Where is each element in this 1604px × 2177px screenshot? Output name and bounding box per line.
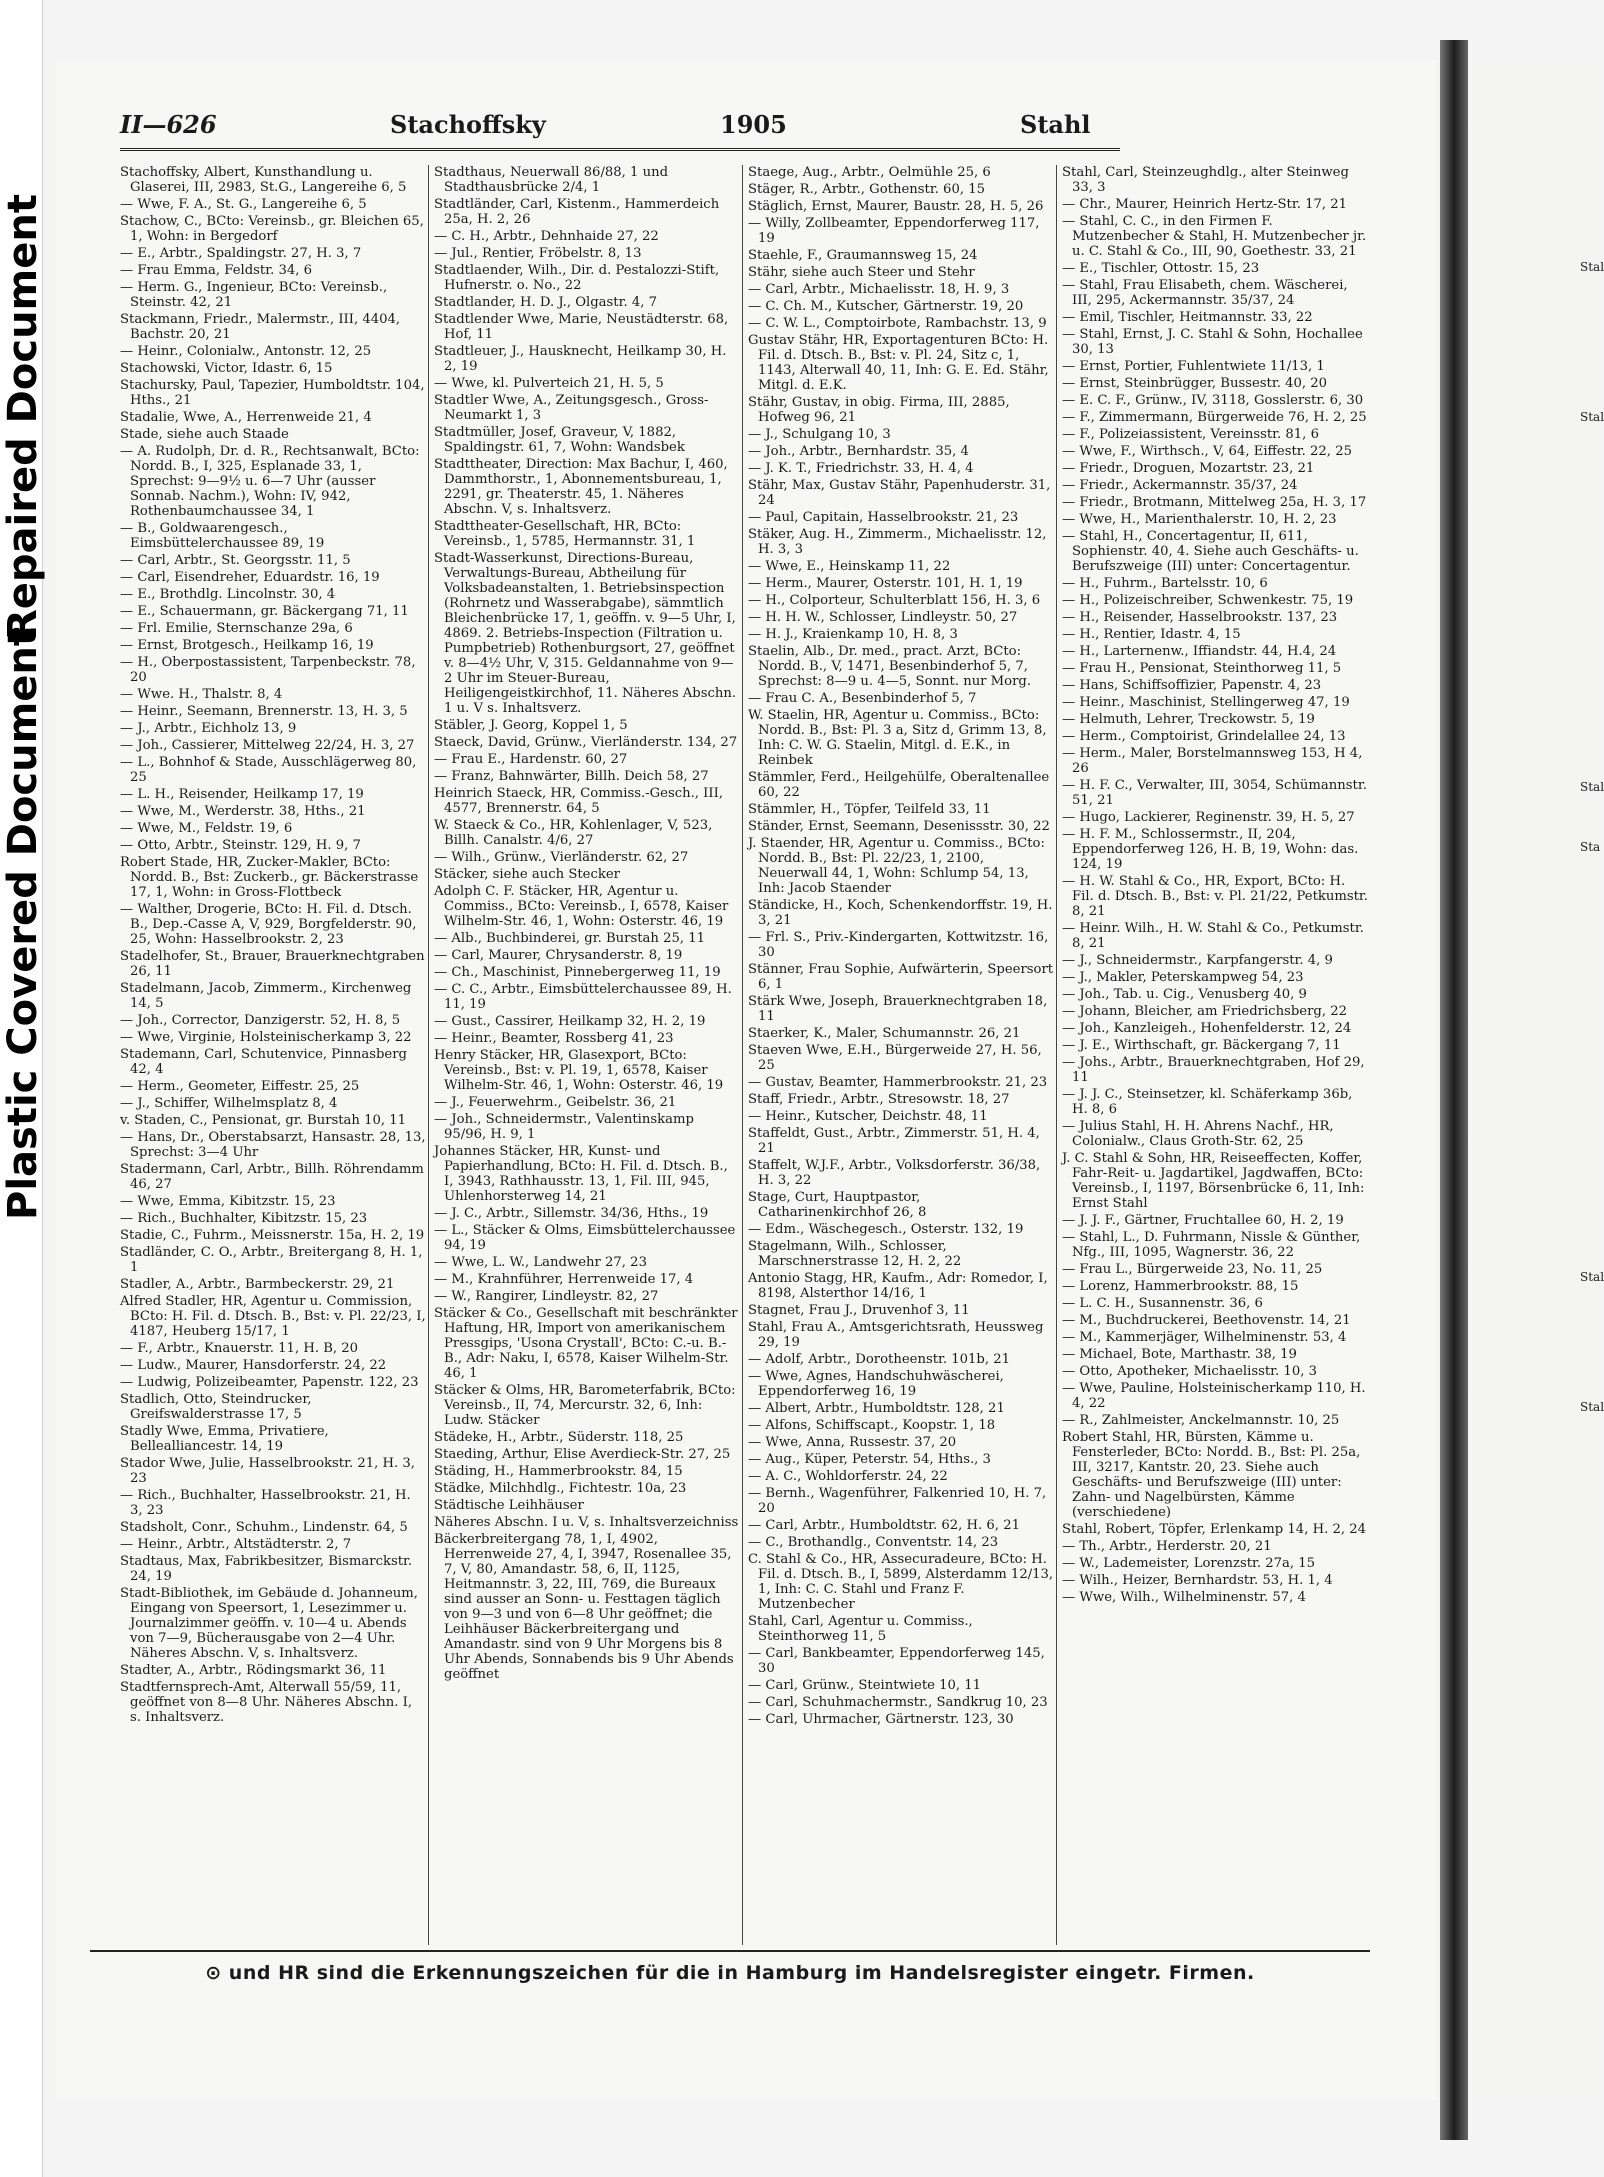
directory-entry: Stadtländer, Carl, Kistenm., Hammerdeich 25a, H. 2, 26 xyxy=(434,197,720,227)
directory-entry: — Stahl, L., D. Fuhrmann, Nissle & Günther, Nfg., III, 1095, Wagnerstr. 36, 22 xyxy=(1062,1230,1361,1260)
directory-entry: — Joh., Kanzleigeh., Hohenfelderstr. 12, 24 xyxy=(1062,1021,1352,1036)
directory-entry: W. Staeck & Co., HR, Kohlenlager, V, 523, Billh. Canalstr. 4/6, 27 xyxy=(434,818,713,848)
directory-entry: — A. C., Wohldorferstr. 24, 22 xyxy=(748,1469,948,1484)
directory-entry: — Herm., Maurer, Osterstr. 101, H. 1, 19 xyxy=(748,576,1023,591)
directory-entry: — Aug., Küper, Peterstr. 54, Hths., 3 xyxy=(748,1452,991,1467)
column-divider xyxy=(428,165,429,1945)
directory-entry: Staege, Aug., Arbtr., Oelmühle 25, 6 xyxy=(748,165,991,180)
directory-entry: — Wwe, Wilh., Wilhelminenstr. 57, 4 xyxy=(1062,1590,1306,1605)
directory-entry: — Joh., Corrector, Danzigerstr. 52, H. 8, 5 xyxy=(120,1013,401,1028)
directory-entry: — Wilh., Heizer, Bernhardstr. 53, H. 1, 4 xyxy=(1062,1573,1333,1588)
directory-entry: Stadly Wwe, Emma, Privatiere, Bellealliancestr. 14, 19 xyxy=(120,1424,329,1454)
directory-entry: — Chr., Maurer, Heinrich Hertz-Str. 17, 21 xyxy=(1062,197,1348,212)
directory-entry: Stadler, A., Arbtr., Barmbeckerstr. 29, 21 xyxy=(120,1277,395,1292)
directory-entry: Antonio Stagg, HR, Kaufm., Adr: Romedor, I, 8198, Alsterthor 14/16, 1 xyxy=(748,1271,1048,1301)
directory-entry: — Wwe, F., Wirthsch., V, 64, Eiffestr. 22, 25 xyxy=(1062,444,1352,459)
directory-entry: Stämmler, H., Töpfer, Teilfeld 33, 11 xyxy=(748,802,991,817)
directory-entry: — Th., Arbtr., Herderstr. 20, 21 xyxy=(1062,1539,1272,1554)
directory-column-4 xyxy=(1062,165,1370,1945)
directory-entry: — Herm., Maler, Borstelmannsweg 153, H 4, 26 xyxy=(1062,746,1363,776)
directory-entry: Ständer, Ernst, Seemann, Desenissstr. 30, 22 xyxy=(748,819,1050,834)
neighbor-fragment: Sta xyxy=(1580,840,1601,854)
header-last-entry: Stahl xyxy=(1020,110,1091,139)
neighbor-fragment: Stal xyxy=(1580,780,1604,794)
directory-entry: Stadelhofer, St., Brauer, Brauerknechtgraben 26, 11 xyxy=(120,949,425,979)
directory-entry: Stäglich, Ernst, Maurer, Baustr. 28, H. 5, 26 xyxy=(748,199,1044,214)
directory-entry: — E. C. F., Grünw., IV, 3118, Gosslerstr. 6, 30 xyxy=(1062,393,1364,408)
directory-entry: — Bernh., Wagenführer, Falkenried 10, H. 7, 20 xyxy=(748,1486,1047,1516)
directory-entry: — Lorenz, Hammerbrookstr. 88, 15 xyxy=(1062,1279,1299,1294)
header-first-entry: Stachoffsky xyxy=(390,110,546,139)
directory-entry: — Wwe, Virginie, Holsteinischerkamp 3, 22 xyxy=(120,1030,412,1045)
directory-entry: — J., Schulgang 10, 3 xyxy=(748,427,891,442)
directory-entry: — F., Polizeiassistent, Vereinsstr. 81, 6 xyxy=(1062,427,1319,442)
directory-entry: — Wwe, H., Marienthalerstr. 10, H. 2, 23 xyxy=(1062,512,1337,527)
directory-entry: — Franz, Bahnwärter, Billh. Deich 58, 27 xyxy=(434,769,709,784)
directory-entry: — J. J. C., Steinsetzer, kl. Schäferkamp 36b, H. 8, 6 xyxy=(1062,1087,1353,1117)
directory-entry: Stachoffsky, Albert, Kunsthandlung u. Glaserei, III, 2983, St.G., Langereihe 6, 5 xyxy=(120,165,407,195)
directory-entry: Staeding, Arthur, Elise Averdieck-Str. 27, 25 xyxy=(434,1447,731,1462)
directory-entry: Näheres Abschn. I u. V, s. Inhaltsverzeichniss xyxy=(434,1515,739,1530)
directory-entry: — Wwe, Pauline, Holsteinischerkamp 110, H. 4, 22 xyxy=(1062,1381,1366,1411)
directory-entry: — E., Arbtr., Spaldingstr. 27, H. 3, 7 xyxy=(120,246,362,261)
directory-entry: Stadländer, C. O., Arbtr., Breitergang 8, H. 1, 1 xyxy=(120,1245,423,1275)
page-header xyxy=(120,110,1120,150)
directory-entry: Stahl, Carl, Agentur u. Commiss., Steinthorweg 11, 5 xyxy=(748,1614,973,1644)
directory-entry: — Wwe, Anna, Russestr. 37, 20 xyxy=(748,1435,957,1450)
directory-entry: — J. E., Wirthschaft, gr. Bäckergang 7, 11 xyxy=(1062,1038,1341,1053)
directory-entry: — L., Bohnhof & Stade, Ausschlägerweg 80, 25 xyxy=(120,755,417,785)
directory-entry: — Frau E., Hardenstr. 60, 27 xyxy=(434,752,628,767)
directory-entry: — Gust., Cassirer, Heilkamp 32, H. 2, 19 xyxy=(434,1014,706,1029)
directory-entry: W. Staelin, HR, Agentur u. Commiss., BCto: Nordd. B., Bst: Pl. 3 a, Sitz d, Grimm 13, 8, Inh: C. W. G. Staelin, Mitgl. d. E.K., in Reinbek xyxy=(748,708,1047,768)
directory-entry: — L. H., Reisender, Heilkamp 17, 19 xyxy=(120,787,364,802)
directory-entry: — Albert, Arbtr., Humboldtstr. 128, 21 xyxy=(748,1401,1005,1416)
directory-entry: — Wwe, L. W., Landwehr 27, 23 xyxy=(434,1255,647,1270)
directory-entry: Stadttheater-Gesellschaft, HR, BCto: Vereinsb., 1, 5785, Hermannstr. 31, 1 xyxy=(434,519,696,549)
directory-entry: Stäker, Aug. H., Zimmerm., Michaelisstr. 12, H. 3, 3 xyxy=(748,527,1047,557)
directory-entry: — Friedr., Droguen, Mozartstr. 23, 21 xyxy=(1062,461,1315,476)
directory-entry: — Frau C. A., Besenbinderhof 5, 7 xyxy=(748,691,977,706)
header-year: 1905 xyxy=(720,110,787,139)
directory-entry: — Joh., Tab. u. Cig., Venusberg 40, 9 xyxy=(1062,987,1307,1002)
directory-entry: — Ch., Maschinist, Pinnebergerweg 11, 19 xyxy=(434,965,721,980)
directory-entry: — J. K. T., Friedrichstr. 33, H. 4, 4 xyxy=(748,461,974,476)
directory-entry: — H. W. Stahl & Co., HR, Export, BCto: H. Fil. d. Dtsch. B., Bst: v. Pl. 21/22, Petkumstr. 8, 21 xyxy=(1062,874,1368,919)
directory-entry: Staff, Friedr., Arbtr., Stresowstr. 18, 27 xyxy=(748,1092,1010,1107)
directory-entry: — Ernst, Portier, Fuhlentwiete 11/13, 1 xyxy=(1062,359,1325,374)
directory-entry: — Joh., Cassierer, Mittelweg 22/24, H. 3, 27 xyxy=(120,738,415,753)
directory-entry: Stadtaus, Max, Fabrikbesitzer, Bismarckstr. 24, 19 xyxy=(120,1554,413,1584)
directory-entry: Stäcker & Co., Gesellschaft mit beschränkter Haftung, HR, Import von amerikanischem Pressgips, 'Usona Crystall', BCto: C.-u. B.-B., Adr: Naku, I, 6578, Kaiser Wilhelm-Str. 46, 1 xyxy=(434,1306,738,1381)
directory-entry: — Carl, Arbtr., Michaelisstr. 18, H. 9, 3 xyxy=(748,282,1010,297)
directory-entry: Stänner, Frau Sophie, Aufwärterin, Speersort 6, 1 xyxy=(748,962,1054,992)
book-spine xyxy=(1440,40,1468,2140)
directory-entry: — Joh., Schneidermstr., Valentinskamp 95/96, H. 9, 1 xyxy=(434,1112,694,1142)
directory-entry: Stachowski, Victor, Idastr. 6, 15 xyxy=(120,361,333,376)
directory-entry: Staerker, K., Maler, Schumannstr. 26, 21 xyxy=(748,1026,1021,1041)
directory-entry: — Rich., Buchhalter, Kibitzstr. 15, 23 xyxy=(120,1211,368,1226)
directory-entry: Gustav Stähr, HR, Exportagenturen BCto: H. Fil. d. Dtsch. B., Bst: v. Pl. 24, Sitz c, 1, 1143, Alterwall 40, 11, Inh: G. E. Ed. Stähr, Mitgl. d. E.K. xyxy=(748,333,1049,393)
directory-entry: Stahl, Robert, Töpfer, Erlenkamp 14, H. 2, 24 xyxy=(1062,1522,1367,1537)
directory-entry: Stadlich, Otto, Steindrucker, Greifswalderstrasse 17, 5 xyxy=(120,1392,312,1422)
directory-entry: — J., Makler, Peterskampweg 54, 23 xyxy=(1062,970,1304,985)
page-number: II—626 xyxy=(120,110,217,139)
directory-entry: Stachow, C., BCto: Vereinsb., gr. Bleichen 65, 1, Wohn: in Bergedorf xyxy=(120,214,424,244)
directory-entry: — Frau H., Pensionat, Steinthorweg 11, 5 xyxy=(1062,661,1342,676)
directory-entry: — J., Arbtr., Eichholz 13, 9 xyxy=(120,721,297,736)
directory-entry: — Adolf, Arbtr., Dorotheenstr. 101b, 21 xyxy=(748,1352,1011,1367)
directory-entry: — Carl, Maurer, Chrysanderstr. 8, 19 xyxy=(434,948,683,963)
directory-entry: — Otto, Apotheker, Michaelisstr. 10, 3 xyxy=(1062,1364,1317,1379)
directory-entry: — Paul, Capitain, Hasselbrookstr. 21, 23 xyxy=(748,510,1019,525)
directory-entry: Stadermann, Carl, Arbtr., Billh. Röhrendamm 46, 27 xyxy=(120,1162,424,1192)
directory-entry: — Ludwig, Polizeibeamter, Papenstr. 122, 23 xyxy=(120,1375,419,1390)
directory-column-3 xyxy=(748,165,1054,1945)
directory-entry: — Stahl, Frau Elisabeth, chem. Wäscherei, III, 295, Ackermannstr. 35/37, 24 xyxy=(1062,278,1348,308)
directory-entry: — Walther, Drogerie, BCto: H. Fil. d. Dtsch. B., Dep.-Casse A, V, 929, Borgfelderstr. 90, 25, Wohn: Hasselbrookstr. 2, 23 xyxy=(120,902,417,947)
directory-entry: — Heinr., Arbtr., Altstädterstr. 2, 7 xyxy=(120,1537,352,1552)
directory-entry: — Carl, Schuhmachermstr., Sandkrug 10, 23 xyxy=(748,1695,1048,1710)
directory-entry: Stadelmann, Jacob, Zimmerm., Kirchenweg 14, 5 xyxy=(120,981,412,1011)
directory-entry: — H., Reisender, Hasselbrookstr. 137, 23 xyxy=(1062,610,1338,625)
directory-entry: — H., Rentier, Idastr. 4, 15 xyxy=(1062,627,1241,642)
directory-entry: — M., Kammerjäger, Wilhelminenstr. 53, 4 xyxy=(1062,1330,1347,1345)
directory-entry: Stahl, Carl, Steinzeughdlg., alter Steinweg 33, 3 xyxy=(1062,165,1349,195)
directory-entry: Stademann, Carl, Schutenvice, Pinnasberg 42, 4 xyxy=(120,1047,407,1077)
directory-entry: Stadalie, Wwe, A., Herrenweide 21, 4 xyxy=(120,410,372,425)
directory-entry: — E., Tischler, Ottostr. 15, 23 xyxy=(1062,261,1260,276)
directory-entry: — Carl, Uhrmacher, Gärtnerstr. 123, 30 xyxy=(748,1712,1014,1727)
directory-entry: — Stahl, Ernst, J. C. Stahl & Sohn, Hochallee 30, 13 xyxy=(1062,327,1363,357)
binding-strip xyxy=(0,0,46,2177)
directory-entry: — B., Goldwaarengesch., Eimsbüttelerchaussee 89, 19 xyxy=(120,521,325,551)
directory-entry: — Wwe, E., Heinskamp 11, 22 xyxy=(748,559,951,574)
directory-entry: Stador Wwe, Julie, Hasselbrookstr. 21, H. 3, 23 xyxy=(120,1456,415,1486)
directory-entry: Ständicke, H., Koch, Schenkendorffstr. 19, H. 3, 21 xyxy=(748,898,1053,928)
repaired-document-label: Repaired Document xyxy=(0,194,46,640)
directory-entry: J. Staender, HR, Agentur u. Commiss., BCto: Nordd. B., Bst: Pl. 22/23, 1, 2100, Neuerwall 44, 1, Wohn: Schlump 54, 13, Inh: Jacob Staender xyxy=(748,836,1045,896)
directory-entry: — J. C., Arbtr., Sillemstr. 34/36, Hths., 19 xyxy=(434,1206,709,1221)
plastic-covered-label: Plastic Covered Document xyxy=(0,626,46,1220)
directory-entry: Stadtmüller, Josef, Graveur, V, 1882, Spaldingstr. 61, 7, Wohn: Wandsbek xyxy=(434,425,685,455)
directory-entry: Stäbler, J. Georg, Koppel 1, 5 xyxy=(434,718,628,733)
directory-entry: Robert Stahl, HR, Bürsten, Kämme u. Fensterleder, BCto: Nordd. B., Bst: Pl. 25a, III, 3217, Kantstr. 20, 23. Siehe auch Geschäfts- und Berufszweige (III) unter: Zahn- und Nagelbürsten, Kämme (verschiedene) xyxy=(1062,1430,1361,1520)
directory-entry: — Johs., Arbtr., Brauerknechtgraben, Hof 29, 11 xyxy=(1062,1055,1365,1085)
directory-entry: — Heinr. Wilh., H. W. Stahl & Co., Petkumstr. 8, 21 xyxy=(1062,921,1364,951)
directory-entry: Staehle, F., Graumannsweg 15, 24 xyxy=(748,248,978,263)
directory-entry: Alfred Stadler, HR, Agentur u. Commission, BCto: H. Fil. d. Dtsch. B., Bst: v. Pl. 22/23, I, 4187, Heuberg 15/17, 1 xyxy=(120,1294,426,1339)
directory-entry: — F., Zimmermann, Bürgerweide 76, H. 2, 25 xyxy=(1062,410,1367,425)
directory-entry: — Wilh., Grünw., Vierländerstr. 62, 27 xyxy=(434,850,689,865)
directory-entry: — J., Schiffer, Wilhelmsplatz 8, 4 xyxy=(120,1096,338,1111)
directory-entry: — F., Arbtr., Knauerstr. 11, H. B, 20 xyxy=(120,1341,359,1356)
directory-entry: — Alfons, Schiffscapt., Koopstr. 1, 18 xyxy=(748,1418,996,1433)
directory-entry: — J. J. F., Gärtner, Fruchtallee 60, H. 2, 19 xyxy=(1062,1213,1344,1228)
directory-entry: Stadtfernsprech-Amt, Alterwall 55/59, 11, geöffnet von 8—8 Uhr. Näheres Abschn. I, s. Inhaltsverz. xyxy=(120,1680,413,1725)
directory-entry: Staelin, Alb., Dr. med., pract. Arzt, BCto: Nordd. B., V, 1471, Besenbinderhof 5, 7, Sprechst: 8—9 u. 4—5, Sonnt. nur Morg. xyxy=(748,644,1032,689)
directory-entry: Robert Stade, HR, Zucker-Makler, BCto: Nordd. B., Bst: Zuckerb., gr. Bäckerstrasse 17, 1, Wohn: in Gross-Flottbeck xyxy=(120,855,419,900)
directory-entry: Stackmann, Friedr., Malermstr., III, 4404, Bachstr. 20, 21 xyxy=(120,312,401,342)
directory-entry: — Heinr., Beamter, Rossberg 41, 23 xyxy=(434,1031,674,1046)
directory-entry: — Heinr., Seemann, Brennerstr. 13, H. 3, 5 xyxy=(120,704,408,719)
directory-entry: — Wwe, M., Feldstr. 19, 6 xyxy=(120,821,293,836)
directory-entry: — H., Larternenw., Iffiandstr. 44, H.4, 24 xyxy=(1062,644,1337,659)
directory-entry: — Wwe, kl. Pulverteich 21, H. 5, 5 xyxy=(434,376,664,391)
directory-entry: — Herm. G., Ingenieur, BCto: Vereinsb., Steinstr. 42, 21 xyxy=(120,280,388,310)
directory-entry: Stadtlander, H. D. J., Olgastr. 4, 7 xyxy=(434,295,658,310)
directory-entry: Stagnet, Frau J., Druvenhof 3, 11 xyxy=(748,1303,970,1318)
directory-entry: Städke, Milchhdlg., Fichtestr. 10a, 23 xyxy=(434,1481,687,1496)
directory-entry: — Michael, Bote, Marthastr. 38, 19 xyxy=(1062,1347,1297,1362)
directory-entry: Stähr, siehe auch Steer und Stehr xyxy=(748,265,975,280)
directory-entry: Stage, Curt, Hauptpastor, Catharinenkirchhof 26, 8 xyxy=(748,1190,927,1220)
directory-entry: — Wwe, Emma, Kibitzstr. 15, 23 xyxy=(120,1194,336,1209)
adjacent-page-fragment xyxy=(1470,60,1604,2100)
directory-entry: — Frau L., Bürgerweide 23, No. 11, 25 xyxy=(1062,1262,1323,1277)
directory-entry: Stadt-Bibliothek, im Gebäude d. Johanneum, Eingang von Speersort, 1, Lesezimmer u. Journalzimmer geöffn. v. 10—4 u. Abends von 7—9, Bücherausgabe von 2—4 Uhr. Näheres Abschn. V, s. Inhaltsverz. xyxy=(120,1586,418,1661)
directory-entry: — E., Brothdlg. Lincolnstr. 30, 4 xyxy=(120,587,336,602)
directory-entry: Stäcker & Olms, HR, Barometerfabrik, BCto: Vereinsb., II, 74, Mercurstr. 32, 6, Inh: Ludw. Stäcker xyxy=(434,1383,736,1428)
directory-entry: Stähr, Gustav, in obig. Firma, III, 2885, Hofweg 96, 21 xyxy=(748,395,1010,425)
directory-entry: — Frl. Emilie, Sternschanze 29a, 6 xyxy=(120,621,353,636)
directory-entry: Stadtlender Wwe, Marie, Neustädterstr. 68, Hof, 11 xyxy=(434,312,729,342)
directory-entry: — Hugo, Lackierer, Reginenstr. 39, H. 5, 27 xyxy=(1062,810,1355,825)
directory-entry: — Wwe, F. A., St. G., Langereihe 6, 5 xyxy=(120,197,367,212)
directory-entry: — C. W. L., Comptoirbote, Rambachstr. 13, 9 xyxy=(748,316,1047,331)
directory-entry: Stäger, R., Arbtr., Gothenstr. 60, 15 xyxy=(748,182,985,197)
directory-entry: — Ernst, Steinbrügger, Bussestr. 40, 20 xyxy=(1062,376,1328,391)
directory-entry: — Joh., Arbtr., Bernhardstr. 35, 4 xyxy=(748,444,969,459)
directory-entry: Stähr, Max, Gustav Stähr, Papenhuderstr. 31, 24 xyxy=(748,478,1051,508)
directory-entry: — H., Oberpostassistent, Tarpenbeckstr. 78, 20 xyxy=(120,655,416,685)
directory-entry: Stämmler, Ferd., Heilgehülfe, Oberaltenallee 60, 22 xyxy=(748,770,1050,800)
directory-entry: Henry Stäcker, HR, Glasexport, BCto: Vereinsb., Bst: v. Pl. 19, 1, 6578, Kaiser Wilhelm-Str. 46, 1, Wohn: Osterstr. 46, 19 xyxy=(434,1048,724,1093)
directory-entry: Stadtler Wwe, A., Zeitungsgesch., Gross-Neumarkt 1, 3 xyxy=(434,393,709,423)
footer-rule xyxy=(90,1950,1370,1952)
directory-entry: — Ernst, Brotgesch., Heilkamp 16, 19 xyxy=(120,638,374,653)
directory-entry: — W., Rangirer, Lindleystr. 82, 27 xyxy=(434,1289,659,1304)
column-divider xyxy=(742,165,743,1945)
directory-entry: Stäcker, siehe auch Stecker xyxy=(434,867,620,882)
directory-entry: Städing, H., Hammerbrookstr. 84, 15 xyxy=(434,1464,683,1479)
directory-entry: Städtische Leihhäuser xyxy=(434,1498,584,1513)
directory-entry: — Carl, Arbtr., St. Georgsstr. 11, 5 xyxy=(120,553,351,568)
header-rule xyxy=(120,148,1120,151)
directory-entry: Heinrich Staeck, HR, Commiss.-Gesch., III, 4577, Brennerstr. 64, 5 xyxy=(434,786,724,816)
directory-entry: Stahl, Frau A., Amtsgerichtsrath, Heussweg 29, 19 xyxy=(748,1320,1044,1350)
directory-entry: — C. H., Arbtr., Dehnhaide 27, 22 xyxy=(434,229,659,244)
directory-entry: Stagelmann, Wilh., Schlosser, Marschnerstrasse 12, H. 2, 22 xyxy=(748,1239,962,1269)
neighbor-fragment: Stal xyxy=(1580,260,1604,274)
directory-entry: — L., Stäcker & Olms, Eimsbüttelerchaussee 94, 19 xyxy=(434,1223,736,1253)
directory-column-1 xyxy=(120,165,426,1945)
directory-entry: Stadt-Wasserkunst, Directions-Bureau, Verwaltungs-Bureau, Abtheilung für Volksbadeanstalten, 1. Betriebsinspection (Rohrnetz und Wasserabgabe), sämmtlich Bleichenbrücke 17, 1, geöffn. v. 9—5 Uhr, I, 4869. 2. Betriebs-Inspection (Filtration u. Pumpbetrieb) Rothenburgsort, 27, geöffnet v. 8—4½ Uhr, V, 315. Geldannahme von 9—2 Uhr im Steuer-Bureau, Heiligengeistkirchhof, 11. Näheres Abschn. 1 u. V s. Inhaltsverz. xyxy=(434,551,737,716)
directory-entry: Staeck, David, Grünw., Vierländerstr. 134, 27 xyxy=(434,735,738,750)
directory-entry: Stadtlaender, Wilh., Dir. d. Pestalozzi-Stift, Hufnerstr. o. No., 22 xyxy=(434,263,720,293)
directory-entry: — Alb., Buchbinderei, gr. Burstah 25, 11 xyxy=(434,931,706,946)
directory-entry: Stachursky, Paul, Tapezier, Humboldtstr. 104, Hths., 21 xyxy=(120,378,425,408)
directory-entry: — E., Schauermann, gr. Bäckergang 71, 11 xyxy=(120,604,409,619)
neighbor-fragment: Stal xyxy=(1580,1270,1604,1284)
directory-entry: — Johann, Bleicher, am Friedrichsberg, 22 xyxy=(1062,1004,1347,1019)
directory-entry: Adolph C. F. Stäcker, HR, Agentur u. Commiss., BCto: Vereinsb., I, 6578, Kaiser Wilhelm-Str. 46, 1, Wohn: Osterstr. 46, 19 xyxy=(434,884,729,929)
directory-entry: — C. Ch. M., Kutscher, Gärtnerstr. 19, 20 xyxy=(748,299,1024,314)
directory-entry: Staeven Wwe, E.H., Bürgerweide 27, H. 56, 25 xyxy=(748,1043,1042,1073)
column-divider xyxy=(1056,165,1057,1945)
directory-entry: — H., Polizeischreiber, Schwenkestr. 75, 19 xyxy=(1062,593,1354,608)
neighbor-fragment: Stal xyxy=(1580,410,1604,424)
directory-entry: — A. Rudolph, Dr. d. R., Rechtsanwalt, BCto: Nordd. B., I, 325, Esplanade 33, 1, Sprechst: 9—9½ u. 6—7 Uhr (ausser Sonnab. Nachm.), Wohn: IV, 942, Rothenbaumchaussee 34, 1 xyxy=(120,444,420,519)
directory-entry: Stadie, C., Fuhrm., Meissnerstr. 15a, H. 2, 19 xyxy=(120,1228,425,1243)
directory-entry: — M., Krahnführer, Herrenweide 17, 4 xyxy=(434,1272,694,1287)
directory-entry: — Carl, Arbtr., Humboldtstr. 62, H. 6, 21 xyxy=(748,1518,1020,1533)
directory-entry: — H. H. W., Schlosser, Lindleystr. 50, 27 xyxy=(748,610,1018,625)
directory-entry: — Friedr., Ackermannstr. 35/37, 24 xyxy=(1062,478,1298,493)
directory-entry: — Heinr., Kutscher, Deichstr. 48, 11 xyxy=(748,1109,988,1124)
directory-entry: — Julius Stahl, H. H. Ahrens Nachf., HR, Colonialw., Claus Groth-Str. 62, 25 xyxy=(1062,1119,1334,1149)
directory-entry: — Emil, Tischler, Heitmannstr. 33, 22 xyxy=(1062,310,1313,325)
directory-entry: — Otto, Arbtr., Steinstr. 129, H. 9, 7 xyxy=(120,838,361,853)
directory-entry: — Carl, Eisendreher, Eduardstr. 16, 19 xyxy=(120,570,380,585)
directory-entry: — Herm., Comptoirist, Grindelallee 24, 13 xyxy=(1062,729,1346,744)
directory-entry: Stadter, A., Arbtr., Rödingsmarkt 36, 11 xyxy=(120,1663,387,1678)
directory-entry: J. C. Stahl & Sohn, HR, Reiseeffecten, Koffer, Fahr-Reit- u. Jagdartikel, Jagdwaffen, BCto: Vereinsb., I, 1197, Börsenbrücke 6, 11, Inh: Ernst Stahl xyxy=(1062,1151,1365,1211)
directory-entry: Staffeldt, Gust., Arbtr., Zimmerstr. 51, H. 4, 21 xyxy=(748,1126,1040,1156)
directory-entry: — Ludw., Maurer, Hansdorferstr. 24, 22 xyxy=(120,1358,387,1373)
directory-entry: — Wwe, Agnes, Handschuhwäscherei, Eppendorferweg 16, 19 xyxy=(748,1369,1004,1399)
directory-entry: — Frau Emma, Feldstr. 34, 6 xyxy=(120,263,313,278)
directory-entry: — J., Schneidermstr., Karpfangerstr. 4, 9 xyxy=(1062,953,1333,968)
directory-entry: — Rich., Buchhalter, Hasselbrookstr. 21, H. 3, 23 xyxy=(120,1488,411,1518)
directory-entry: — Heinr., Colonialw., Antonstr. 12, 25 xyxy=(120,344,372,359)
directory-entry: Stade, siehe auch Staade xyxy=(120,427,289,442)
directory-entry: — L. C. H., Susannenstr. 36, 6 xyxy=(1062,1296,1263,1311)
page-footer-note: ⊙ und HR sind die Erkennungszeichen für die in Hamburg im Handelsregister eingetr. Firmen. xyxy=(205,1962,1255,1984)
directory-entry: — Stahl, H., Concertagentur, II, 611, Sophienstr. 40, 4. Siehe auch Geschäfts- u. Berufszweige (III) unter: Concertagentur. xyxy=(1062,529,1359,574)
directory-entry: Stärk Wwe, Joseph, Brauerknechtgraben 18, 11 xyxy=(748,994,1048,1024)
directory-entry: — Wwe. H., Thalstr. 8, 4 xyxy=(120,687,283,702)
directory-entry: — H. F. C., Verwalter, III, 3054, Schümannstr. 51, 21 xyxy=(1062,778,1367,808)
directory-entry: Johannes Stäcker, HR, Kunst- und Papierhandlung, BCto: H. Fil. d. Dtsch. B., I, 3943, Rathhausstr. 13, 1, Fil. III, 945, Uhlenhorsterweg 14, 21 xyxy=(434,1144,728,1204)
directory-entry: — Willy, Zollbeamter, Eppendorferweg 117, 19 xyxy=(748,216,1040,246)
directory-entry: Stadttheater, Direction: Max Bachur, I, 460, Dammthorstr., 1, Abonnementsbureau, 1, 2291, gr. Theaterstr. 45, 1. Näheres Abschn. V, s. Inhaltsverz. xyxy=(434,457,728,517)
directory-entry: Staffelt, W.J.F., Arbtr., Volksdorferstr. 36/38, H. 3, 22 xyxy=(748,1158,1041,1188)
directory-entry: — Heinr., Maschinist, Stellingerweg 47, 19 xyxy=(1062,695,1350,710)
directory-entry: — M., Buchdruckerei, Beethovenstr. 14, 21 xyxy=(1062,1313,1351,1328)
directory-entry: — Hans, Schiffsoffizier, Papenstr. 4, 23 xyxy=(1062,678,1322,693)
directory-entry: Bäckerbreitergang 78, 1, I, 4902, Herrenweide 27, 4, I, 3947, Rosenallee 35, 7, V, 80, Amandastr. 58, 6, II, 1125, Heitmannstr. 3, 22, III, 769, die Bureaux sind ausser an Sonn- u. Festtagen täglich von 9—3 und von 6—8 Uhr geöffnet; die Leihhäuser Bäckerbreitergang und Amandastr. sind von 9 Uhr Morgens bis 8 Uhr Abends, Sonnabends bis 9 Uhr Abends geöffnet xyxy=(434,1532,734,1682)
directory-entry: Stadtleuer, J., Hausknecht, Heilkamp 30, H. 2, 19 xyxy=(434,344,727,374)
directory-entry: — H. J., Kraienkamp 10, H. 8, 3 xyxy=(748,627,958,642)
directory-entry: — Gustav, Beamter, Hammerbrookstr. 21, 23 xyxy=(748,1075,1048,1090)
directory-entry: — W., Lademeister, Lorenzstr. 27a, 15 xyxy=(1062,1556,1316,1571)
directory-entry: — C., Brothandlg., Conventstr. 14, 23 xyxy=(748,1535,999,1550)
directory-entry: v. Staden, C., Pensionat, gr. Burstah 10, 11 xyxy=(120,1113,407,1128)
directory-entry: C. Stahl & Co., HR, Assecuradeure, BCto: H. Fil. d. Dtsch. B., I, 5899, Alsterdamm 12/13, 1, Inh: C. C. Stahl und Franz F. Mutzenbecher xyxy=(748,1552,1054,1612)
directory-entry: Stadsholt, Conr., Schuhm., Lindenstr. 64, 5 xyxy=(120,1520,408,1535)
directory-entry: — C. C., Arbtr., Eimsbüttelerchaussee 89, H. 11, 19 xyxy=(434,982,732,1012)
directory-entry: — R., Zahlmeister, Anckelmannstr. 10, 25 xyxy=(1062,1413,1340,1428)
directory-entry: — J., Feuerwehrm., Geibelstr. 36, 21 xyxy=(434,1095,677,1110)
directory-entry: — Stahl, C. C., in den Firmen F. Mutzenbecher & Stahl, H. Mutzenbecher jr. u. C. Stahl & Co., III, 90, Goethestr. 33, 21 xyxy=(1062,214,1367,259)
directory-entry: — Helmuth, Lehrer, Treckowstr. 5, 19 xyxy=(1062,712,1315,727)
directory-entry: — Carl, Grünw., Steintwiete 10, 11 xyxy=(748,1678,982,1693)
directory-entry: — H., Fuhrm., Bartelsstr. 10, 6 xyxy=(1062,576,1268,591)
directory-entry: — H., Colporteur, Schulterblatt 156, H. 3, 6 xyxy=(748,593,1041,608)
directory-column-2 xyxy=(434,165,740,1945)
directory-entry: Stadthaus, Neuerwall 86/88, 1 und Stadthausbrücke 2/4, 1 xyxy=(434,165,669,195)
directory-entry: — Edm., Wäschegesch., Osterstr. 132, 19 xyxy=(748,1222,1024,1237)
neighbor-fragment: Stal xyxy=(1580,1400,1604,1414)
directory-entry: — Friedr., Brotmann, Mittelweg 25a, H. 3, 17 xyxy=(1062,495,1367,510)
directory-entry: — Wwe, M., Werderstr. 38, Hths., 21 xyxy=(120,804,366,819)
directory-entry: — Carl, Bankbeamter, Eppendorferweg 145, 30 xyxy=(748,1646,1045,1676)
directory-entry: — H. F. M., Schlossermstr., II, 204, Eppendorferweg 126, H. B, 19, Wohn: das. 124, 19 xyxy=(1062,827,1359,872)
directory-entry: — Hans, Dr., Oberstabsarzt, Hansastr. 28, 13, Sprechst: 3—4 Uhr xyxy=(120,1130,426,1160)
directory-entry: — Jul., Rentier, Fröbelstr. 8, 13 xyxy=(434,246,642,261)
directory-entry: — Herm., Geometer, Eiffestr. 25, 25 xyxy=(120,1079,360,1094)
directory-entry: — Frl. S., Priv.-Kindergarten, Kottwitzstr. 16, 30 xyxy=(748,930,1049,960)
directory-entry: Städeke, H., Arbtr., Süderstr. 118, 25 xyxy=(434,1430,684,1445)
